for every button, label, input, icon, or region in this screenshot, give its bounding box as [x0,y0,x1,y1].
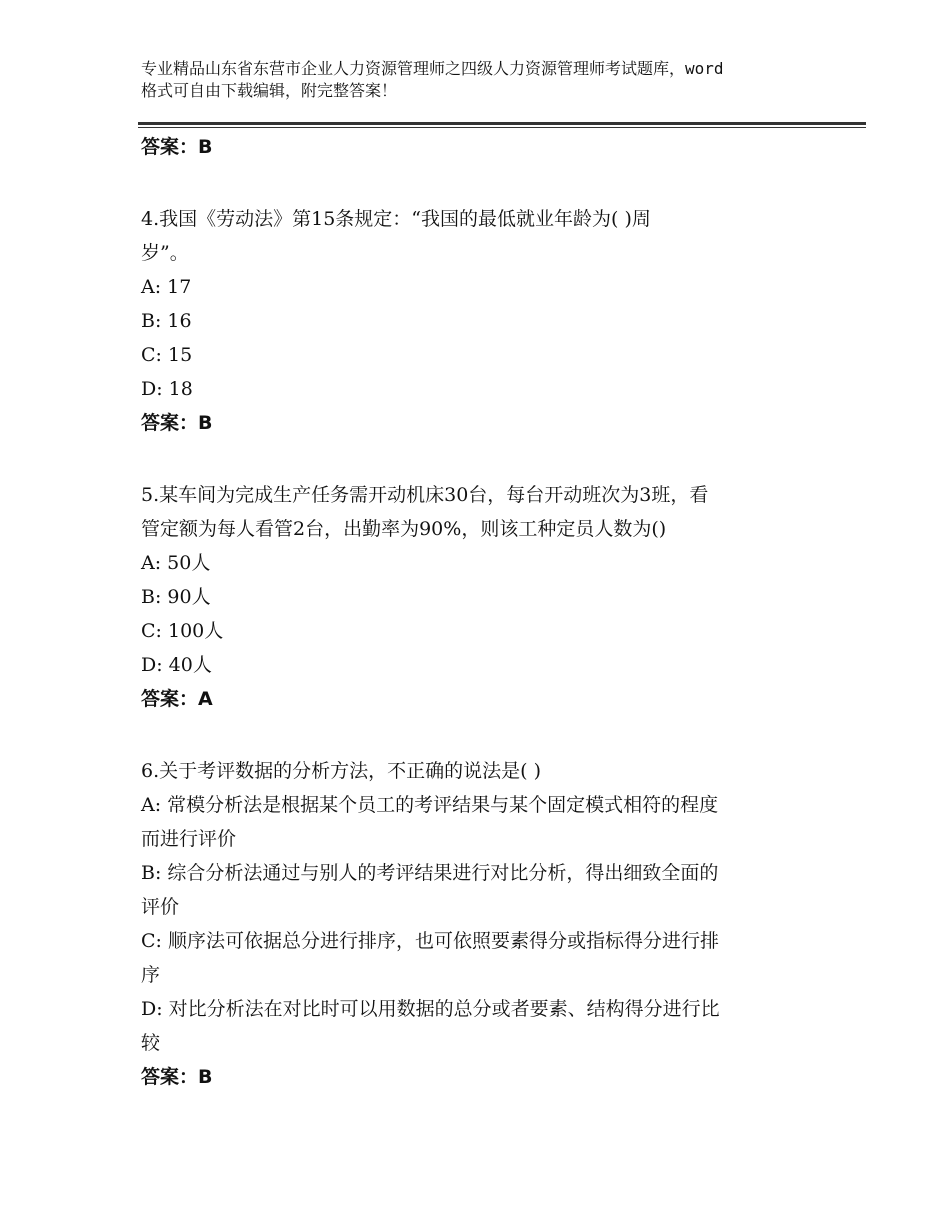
previous-answer: 答案：B [141,136,213,158]
answer: 答案：B [141,1066,213,1088]
option-c: C: 顺序法可依据总分进行排序，也可依照要素得分或指标得分进行排 [141,930,719,952]
option-a: A: 50人 [141,552,211,574]
answer: 答案：B [141,412,213,434]
option-c-continued: 序 [141,964,161,986]
question-stem-line: 管定额为每人看管2台，出勤率为90%，则该工种定员人数为() [141,518,667,540]
question-stem-line: 岁”。 [141,242,189,264]
option-d: D: 18 [141,378,193,400]
header-divider-thin [138,127,866,128]
question-stem-line: 4.我国《劳动法》第15条规定：“我国的最低就业年龄为( )周 [141,208,651,230]
question-list [141,130,821,1094]
option-d: D: 40人 [141,654,212,676]
option-b: B: 16 [141,310,192,332]
option-b-continued: 评价 [141,896,180,918]
answer: 答案：A [141,688,213,710]
option-d-continued: 较 [141,1032,161,1054]
document-header [141,58,821,102]
question-4 [141,202,821,440]
header-line: 格式可自由下载编辑，附完整答案！ [141,81,398,100]
header-line: 专业精品山东省东营市企业人力资源管理师之四级人力资源管理师考试题库，word [141,59,724,78]
header-divider [138,122,866,125]
option-c: C: 15 [141,344,193,366]
question-5 [141,478,821,716]
option-a-continued: 而进行评价 [141,828,237,850]
option-b: B: 90人 [141,586,211,608]
option-a: A: 常模分析法是根据某个员工的考评结果与某个固定模式相符的程度 [141,794,719,816]
question-6 [141,754,821,1094]
question-stem-line: 6.关于考评数据的分析方法，不正确的说法是( ) [141,760,541,782]
option-d: D: 对比分析法在对比时可以用数据的总分或者要素、结构得分进行比 [141,998,720,1020]
option-c: C: 100人 [141,620,224,642]
option-a: A: 17 [141,276,192,298]
question-stem-line: 5.某车间为完成生产任务需开动机床30台，每台开动班次为3班，看 [141,484,709,506]
option-b: B: 综合分析法通过与别人的考评结果进行对比分析，得出细致全面的 [141,862,719,884]
